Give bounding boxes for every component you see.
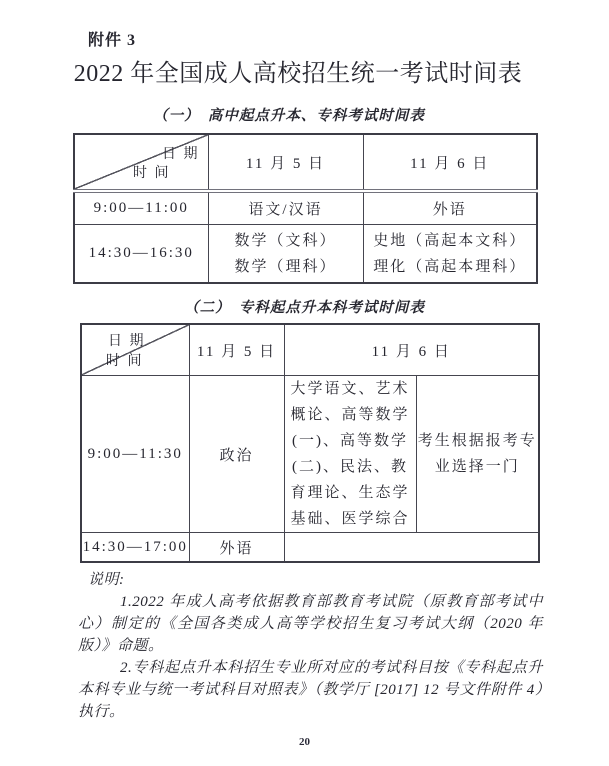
table2-header-row — [81, 324, 539, 376]
table1-row-morning — [74, 191, 537, 225]
exam-table-college-start — [80, 323, 540, 563]
table1-caption: （一） 高中起点升本、专科考试时间表 — [153, 108, 425, 124]
subject-line: 理化（高起本理科） — [373, 258, 527, 275]
table2-header-nov5: 11 月 5 日 — [189, 324, 284, 376]
table1-corner-cell — [74, 134, 208, 191]
subject-line: 数学（理科） — [234, 258, 337, 275]
table2-caption: （二） 专科起点升本科考试时间表 — [184, 300, 425, 316]
table2-header-nov6: 11 月 6 日 — [284, 324, 539, 376]
table1-row-afternoon — [74, 225, 537, 284]
table1-afternoon-nov6-subjects — [363, 225, 537, 284]
table1-morning-nov6-subject: 外语 — [363, 191, 537, 225]
notes-section — [78, 569, 543, 723]
table2-morning-nov5-subject: 政治 — [189, 376, 284, 533]
table2-morning-time: 9:00—11:30 — [81, 376, 189, 533]
subject-line: 数学（文科） — [234, 232, 337, 249]
table1-header-nov6: 11 月 6 日 — [363, 134, 537, 191]
table1-header-row — [74, 134, 537, 191]
exam-table-highschool-start — [73, 133, 538, 284]
note-item-2: 2.专科起点升本科招生专业所对应的考试科目按《专科起点升本科专业与统一考试科目对照表》（教学厅 [2017] 12 号文件附件 4）执行。 — [78, 660, 543, 720]
table2-morning-nov6-subjects: 大学语文、艺术概论、高等数学(一)、高等数学(二)、民法、教育理论、生态学基础、医学综合 — [284, 376, 416, 533]
table2-row-morning — [81, 376, 539, 533]
date-label: 日 期 — [108, 334, 146, 349]
table2-corner-cell — [81, 324, 189, 376]
table2-morning-choice-note: 考生根据报考专业选择一门 — [416, 376, 539, 533]
attachment-label: 附件 3 — [88, 32, 137, 49]
table1-header-nov5: 11 月 5 日 — [208, 134, 363, 191]
table2-row-afternoon — [81, 533, 539, 563]
note-item-1: 1.2022 年成人高考依据教育部教育考试院（原教育部考试中心）制定的《全国各类成人高等学校招生复习考试大纲（2020 年版）》命题。 — [78, 594, 543, 654]
table1-morning-nov5-subject: 语文/汉语 — [208, 191, 363, 225]
table2-afternoon-time: 14:30—17:00 — [81, 533, 189, 563]
notes-heading: 说明: — [88, 572, 125, 588]
page-number: 20 — [299, 736, 310, 748]
date-label: 日 期 — [162, 147, 200, 162]
table1-morning-time: 9:00—11:00 — [74, 191, 208, 225]
document-title: 2022 年全国成人高校招生统一考试时间表 — [73, 61, 523, 87]
table1-afternoon-nov5-subjects — [208, 225, 363, 284]
table1-afternoon-time: 14:30—16:30 — [74, 225, 208, 284]
time-label: 时 间 — [133, 166, 171, 181]
table2-afternoon-nov5-subject: 外语 — [189, 533, 284, 563]
subject-line: 史地（高起本文科） — [373, 232, 527, 249]
table2-afternoon-empty-cell — [284, 533, 539, 563]
time-label: 时 间 — [106, 354, 144, 369]
